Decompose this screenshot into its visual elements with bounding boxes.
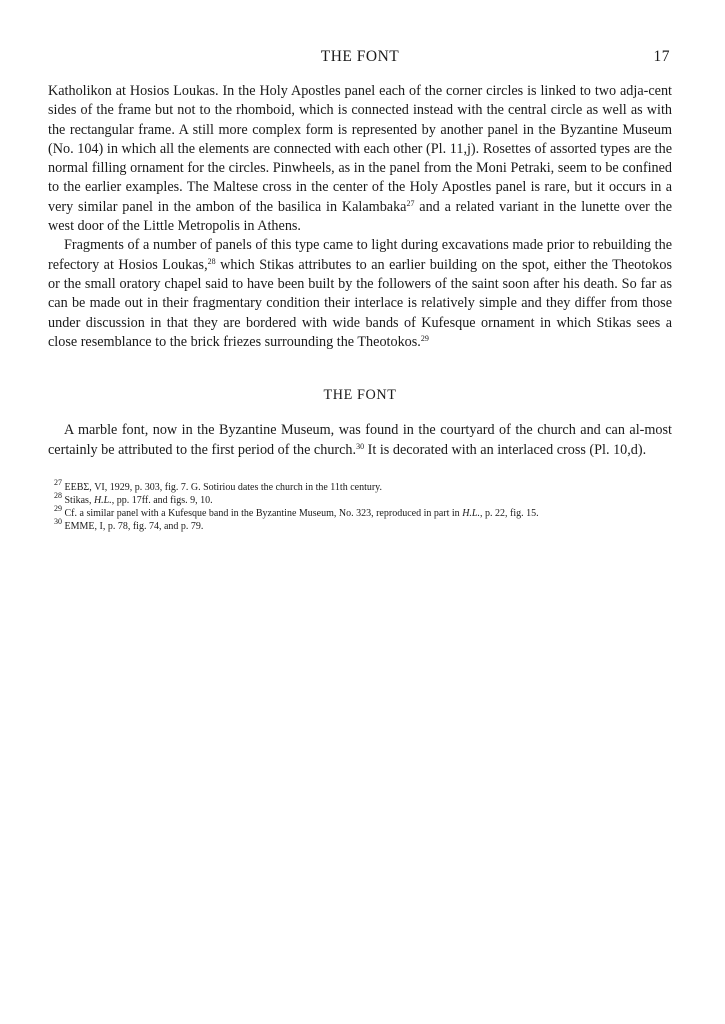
footnote-28 bbox=[54, 491, 672, 507]
page-number: 17 bbox=[653, 48, 670, 65]
footnotes bbox=[48, 478, 672, 533]
footnote-italic: H.L. bbox=[462, 508, 480, 520]
footnote-text: , pp. 17ff. and figs. 9, 10. bbox=[111, 495, 213, 507]
section-heading: THE FONT bbox=[323, 387, 397, 404]
paragraph-1-text-b: and a related variant in the lunette over the west door of the Little Metropolis in Athens. bbox=[48, 198, 673, 235]
footnote-text: , p. 22, fig. 15. bbox=[479, 508, 539, 520]
footnote-number: 28 bbox=[54, 491, 62, 501]
footnote-30 bbox=[54, 517, 672, 533]
body-text bbox=[48, 82, 672, 460]
page bbox=[48, 48, 672, 533]
paragraph-2 bbox=[48, 236, 672, 352]
running-head bbox=[48, 48, 672, 74]
paragraph-2-text-b: which Stikas attributes to an earlier building on the spot, either the Theotokos or the small oratory chapel said to have been built by the followers of the saint soon after his death. So far as can be made out in their fragmentary condition their interlace is relatively simple and they differ from those under discussion in that they are bordered with wide bands of Kufesque ornament in which Stikas sees a close resemblance to the brick friezes surrounding the Theotokos. bbox=[48, 256, 672, 350]
footnote-27 bbox=[54, 478, 672, 494]
paragraph-3-text-b: It is decorated with an interlaced cross (Pl. 10,d). bbox=[364, 441, 647, 458]
paragraph-3 bbox=[48, 421, 672, 460]
footnote-number: 30 bbox=[54, 517, 62, 527]
paragraph-2-text-a: Fragments of a number of panels of this type came to light during excavations made prior to rebuilding the refectory at Hosios Loukas, bbox=[48, 237, 672, 273]
footnote-29 bbox=[54, 504, 672, 520]
footnote-ref-27[interactable]: 27 bbox=[406, 198, 415, 208]
footnote-text: Cf. a similar panel with a Kufesque band in the Byzantine Museum, No. 323, reproduced in part in bbox=[62, 508, 463, 520]
paragraph-1-text-a: Katholikon at Hosios Loukas. In the Holy Apostles panel each of the corner circles is linked to two adja-cent sides of the frame but not to the rhomboid, which is connected instead with the central circle as well as with the rectangular frame. A still more complex form is represented by another panel in the Byzantine Museum (No. 104) in which all the elements are connected with each other (Pl. 11,j). Rosettes of assorted types are the normal filling ornament for the circles. Pinwheels, as in the panel from the Moni Petraki, seem to be confined to the earlier examples. The Maltese cross in the center of the Holy Apostles panel is rare, but it occurs in a very similar panel in the ambon of the basilica in Kalambaka bbox=[48, 83, 672, 215]
footnote-text: ΕΕΒΣ, VI, 1929, p. 303, fig. 7. G. Sotiriou dates the church in the 11th century. bbox=[62, 482, 383, 494]
footnote-ref-29[interactable]: 29 bbox=[420, 333, 429, 343]
paragraph-3-text-a: A marble font, now in the Byzantine Museum, was found in the courtyard of the church and can al-most certainly be attributed to the first period of the church. bbox=[48, 422, 672, 458]
footnote-number: 27 bbox=[54, 478, 62, 488]
footnote-ref-28[interactable]: 28 bbox=[207, 256, 216, 266]
running-title: THE FONT bbox=[320, 48, 400, 65]
footnote-ref-30[interactable]: 30 bbox=[356, 441, 365, 451]
footnote-number: 29 bbox=[54, 504, 62, 514]
paragraph-1 bbox=[48, 82, 672, 236]
footnote-text: EMME, I, p. 78, fig. 74, and p. 79. bbox=[62, 521, 204, 533]
footnote-text: Stikas, bbox=[62, 495, 94, 507]
footnote-italic: H.L. bbox=[93, 495, 112, 507]
